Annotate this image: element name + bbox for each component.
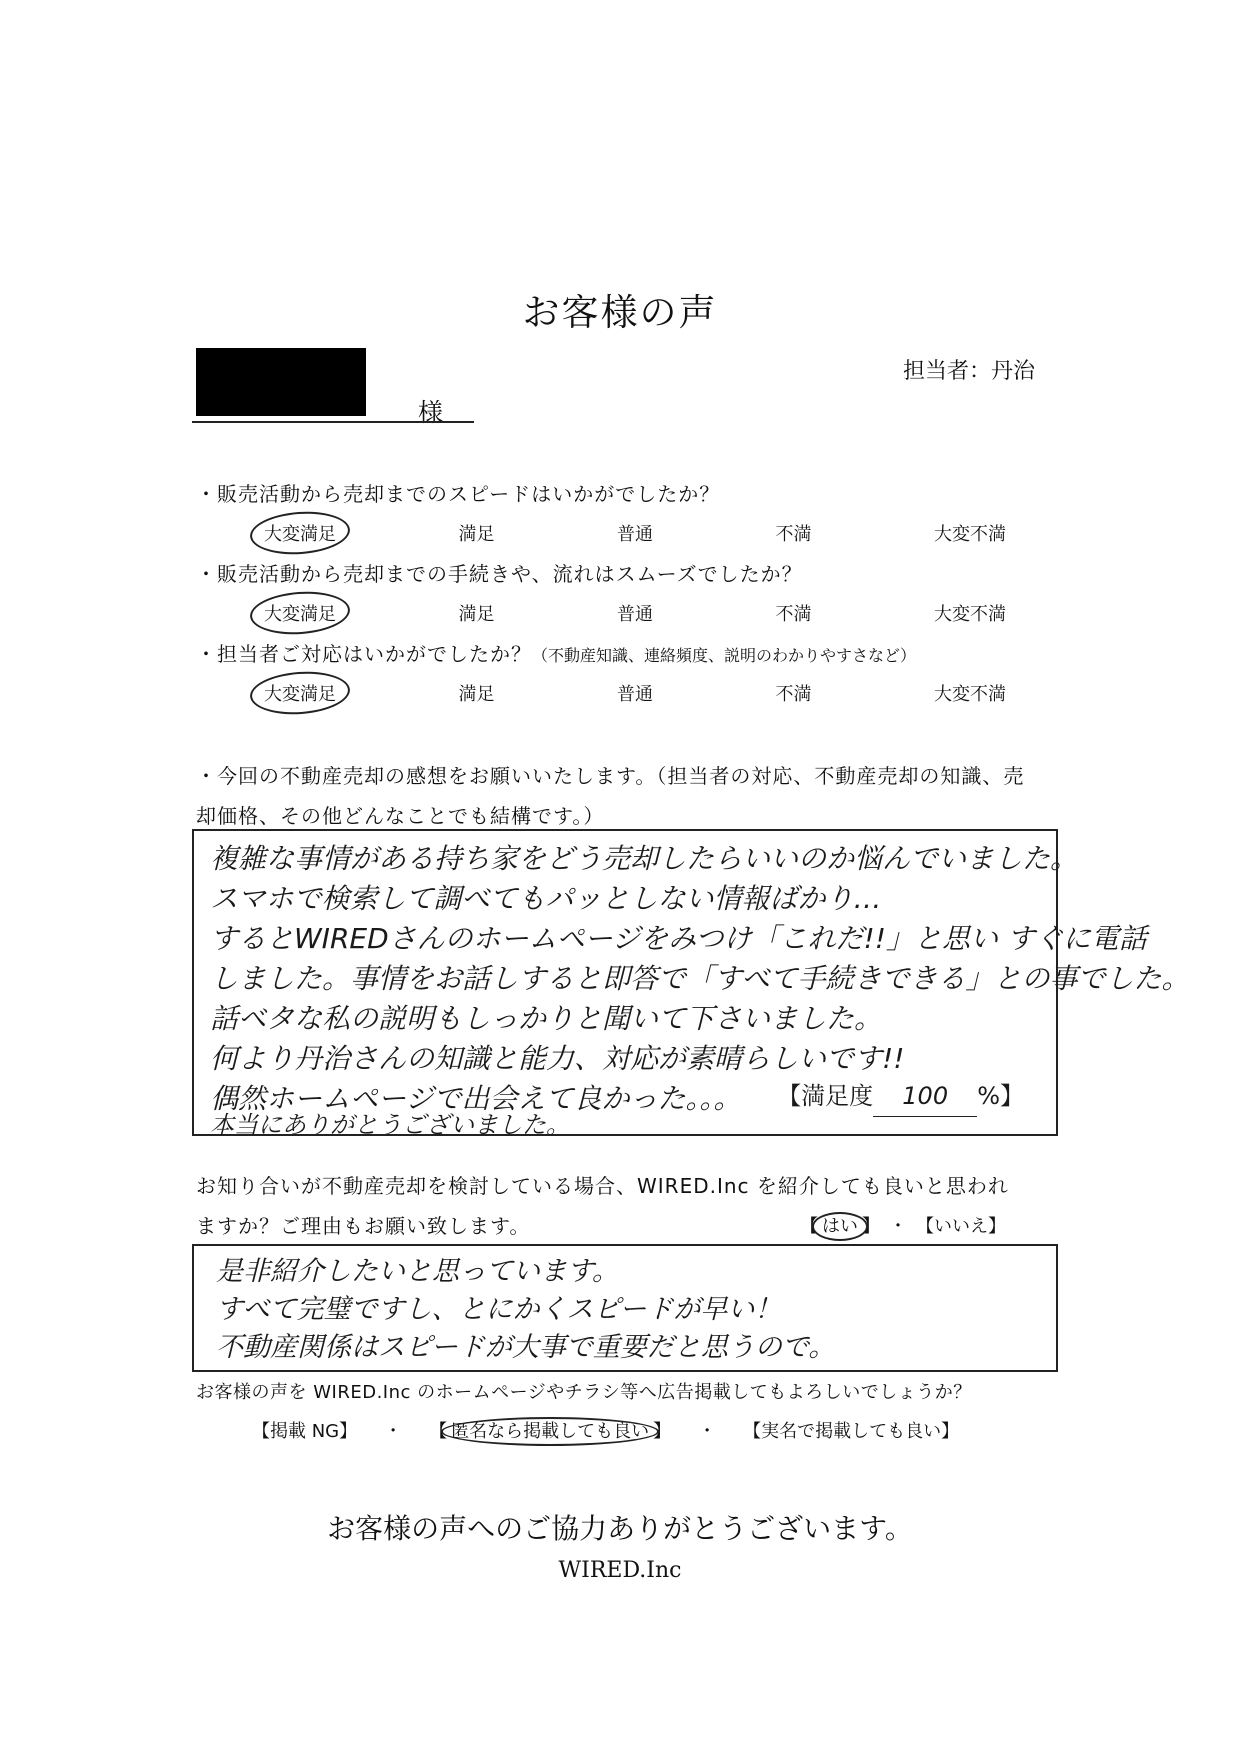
q2-option-satisfied[interactable]: 満足: [458, 604, 495, 625]
q1-option-very-satisfied[interactable]: 大変満足: [258, 518, 342, 548]
q1-option-dissatisfied[interactable]: 不満: [775, 524, 812, 545]
page-title: お客様の声: [522, 291, 718, 334]
publication-anonymous-option[interactable]: 匿名なら掲載しても良い: [447, 1421, 653, 1442]
question-1-text: ・販売活動から売却までのスピードはいかがでしたか？: [196, 482, 721, 506]
impression-line-2: スマホで検索して調べてもパッとしない情報ばかり…: [210, 882, 882, 915]
q2-option-very-satisfied[interactable]: 大変満足: [258, 598, 342, 628]
question-3-text: ・担当者ご対応はいかがでしたか？: [196, 642, 532, 666]
satisfaction-rating: [777, 1076, 1024, 1117]
referral-line-3: 不動産関係はスピードが大事で重要だと思うので。: [216, 1332, 836, 1363]
q2-option-neutral[interactable]: 普通: [617, 604, 653, 625]
impression-line-3: するとWIREDさんのホームページをみつけ「これだ!!」と思い すぐに電話: [210, 922, 1147, 955]
question-1-options: [258, 518, 1012, 548]
question-2: [196, 558, 803, 587]
question-3-options: [258, 678, 1012, 708]
publication-real-name-option[interactable]: 実名で掲載しても良い: [761, 1421, 942, 1442]
redacted-customer-name: [196, 348, 366, 416]
impression-line-8: 本当にありがとうございました。: [210, 1111, 570, 1139]
q1-option-satisfied[interactable]: 満足: [458, 524, 495, 545]
referral-yes-option[interactable]: はい: [818, 1216, 862, 1237]
q3-option-very-dissatisfied[interactable]: 大変不満: [934, 684, 1006, 705]
referral-choice: 【 はい 】 ・ 【いいえ】: [800, 1216, 1006, 1237]
question-3-note: （不動産知識、連絡頻度、説明のわかりやすさなど）: [532, 646, 917, 665]
question-3: [196, 638, 916, 667]
impressions-prompt-line2: 却価格、その他どんなことでも結構です。）: [196, 804, 605, 828]
publication-prompt: お客様の声を WIRED.Inc のホームページやチラシ等へ広告掲載してもよろしいでしょうか？: [196, 1382, 972, 1403]
referral-no-option[interactable]: いいえ: [934, 1216, 988, 1237]
q3-option-neutral[interactable]: 普通: [617, 684, 653, 705]
q2-option-dissatisfied[interactable]: 不満: [775, 604, 812, 625]
impression-line-7: 偶然ホームページで出会えて良かった。。。: [210, 1082, 742, 1115]
impression-line-1: 複雑な事情がある持ち家をどう売却したらいいのか悩んでいました。: [210, 842, 1079, 875]
q3-option-satisfied[interactable]: 満足: [458, 684, 495, 705]
impression-line-4: しました。事情をお話しすると即答で「すべて手続きできる」との事でした。: [210, 962, 1190, 995]
impressions-prompt-line1: ・今回の不動産売却の感想をお願いいたします。（担当者の対応、不動産売却の知識、売: [196, 764, 1025, 788]
satisfaction-label: 【満足度: [777, 1082, 874, 1110]
impressions-answer-box[interactable]: [192, 829, 1190, 1139]
publication-choice: 【掲載 NG】 ・ 【 匿名なら掲載しても良い 】 ・ 【実名で掲載しても良い】: [252, 1421, 960, 1442]
q3-option-dissatisfied[interactable]: 不満: [775, 684, 812, 705]
customer-honorific: 様: [418, 398, 444, 427]
question-2-options: [258, 598, 1012, 628]
q3-option-very-satisfied[interactable]: 大変満足: [258, 678, 342, 708]
question-1: [196, 478, 720, 507]
impression-line-6: 何より丹治さんの知識と能力、対応が素晴らしいです!!: [210, 1042, 905, 1075]
name-underline: [192, 421, 474, 423]
impression-line-5: 話ベタな私の説明もしっかりと聞いて下さいました。: [210, 1002, 883, 1035]
company-name: WIRED.Inc: [558, 1558, 682, 1583]
q2-option-very-dissatisfied[interactable]: 大変不満: [934, 604, 1006, 625]
referral-prompt-line2: ますか？ご理由もお願い致します。: [196, 1214, 531, 1238]
referral-line-2: すべて完璧ですし、とにかくスピードが早い！: [216, 1294, 782, 1325]
staff-label: 担当者：丹治: [902, 359, 1035, 384]
q1-option-very-dissatisfied[interactable]: 大変不満: [934, 524, 1006, 545]
question-2-text: ・販売活動から売却までの手続きや、流れはスムーズでしたか？: [196, 562, 803, 586]
referral-answer-box[interactable]: [192, 1244, 1058, 1372]
satisfaction-value: 100: [873, 1076, 977, 1117]
thanks-message: お客様の声へのご協力ありがとうございます。: [327, 1512, 913, 1545]
q1-option-neutral[interactable]: 普通: [617, 524, 653, 545]
referral-prompt-line1: お知り合いが不動産売却を検討している場合、WIRED.Inc を紹介しても良いと思われ: [196, 1174, 1009, 1198]
referral-line-1: 是非紹介したいと思っています。: [216, 1256, 619, 1287]
satisfaction-unit: %】: [977, 1082, 1024, 1110]
publication-ng-option[interactable]: 掲載 NG: [270, 1421, 340, 1442]
